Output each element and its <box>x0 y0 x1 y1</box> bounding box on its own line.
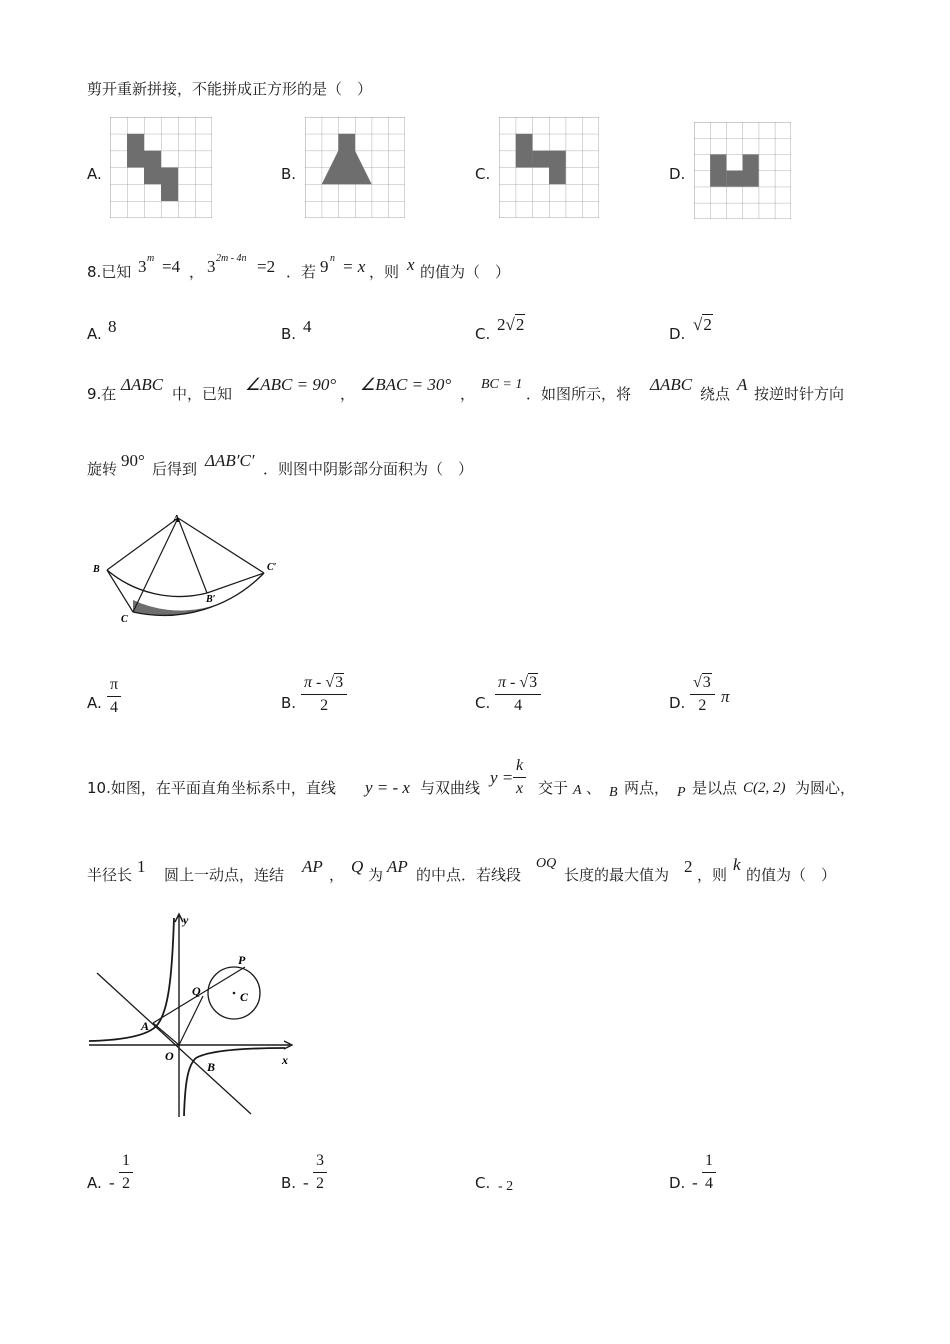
q10-a-sign: - <box>109 1173 115 1192</box>
q8-x-var: x <box>407 255 415 274</box>
q8-option-a-label[interactable]: A. <box>87 325 102 343</box>
q8-option-c-value: 2√2 <box>497 315 525 334</box>
q8-option-a-value: 8 <box>108 317 117 336</box>
q10-b-sign: - <box>303 1173 309 1192</box>
q9-inner-arc <box>107 570 207 596</box>
q8-number: 8.已知 <box>87 263 132 281</box>
q9-anticlock: 按逆时针方向 <box>754 385 845 403</box>
q7-option-a-label[interactable]: A. <box>87 165 102 183</box>
q8-term2-base: 3 <box>207 257 216 276</box>
q9-option-d-value <box>690 674 715 714</box>
q9-sep1: ， <box>340 385 356 403</box>
q9-tri: ΔABC <box>121 375 164 394</box>
q7-option-a-figure <box>110 117 212 218</box>
q9-label-a: A <box>173 514 180 525</box>
q8-option-d-label[interactable]: D. <box>669 325 686 343</box>
q9-d-pi: π <box>721 687 730 706</box>
q10-option-d-label[interactable]: D. <box>669 1174 686 1192</box>
q10-d-den: 4 <box>705 1174 713 1192</box>
q10-q-pt: Q <box>351 857 364 876</box>
q10-wei: 为 <box>368 866 384 884</box>
q10-b-den: 2 <box>316 1174 324 1192</box>
q10-label-a: A <box>141 1019 150 1033</box>
q10-ze: ，则 <box>697 866 728 884</box>
q10-b-num: 3 <box>313 1152 327 1173</box>
q10-label-q: Q <box>192 984 201 998</box>
q10-jiaoyu: 交于 <box>538 779 569 797</box>
q9-line2-tail: ．则图中阴影部分面积为（ ） <box>263 460 474 478</box>
q8-term1-exp: m <box>147 253 155 264</box>
q9-bc: BC = 1 <box>481 377 523 392</box>
q8-term2-rest: =2 <box>257 257 276 276</box>
q10-label-o: O <box>165 1049 174 1063</box>
q10-figure <box>85 910 300 1120</box>
q9-b-num: π - √3 <box>301 674 347 695</box>
q8-term1-base: 3 <box>138 257 147 276</box>
q8-c-coef: 2 <box>497 315 506 334</box>
q7-option-c-figure <box>499 117 599 218</box>
q10-weiyuanxin: 为圆心， <box>795 779 856 797</box>
q9-point-a: A <box>737 375 748 394</box>
q10-option-b-label[interactable]: B. <box>281 1174 297 1192</box>
q9-option-b-label[interactable]: B. <box>281 694 297 712</box>
q9-option-a-label[interactable]: A. <box>87 694 102 712</box>
q9-lines <box>107 518 264 612</box>
q10-oq: OQ <box>536 856 557 871</box>
q10-hyp-frac <box>513 757 526 797</box>
q10-hyp-num: k <box>513 757 526 778</box>
q8-option-b-label[interactable]: B. <box>281 325 297 343</box>
q10-hyp-lhs: y = <box>490 768 514 787</box>
q10-hyperbola-branch-left <box>89 918 174 1041</box>
q9-b-radicand: 3 <box>335 674 344 691</box>
q10-option-d-value <box>702 1152 716 1192</box>
q7-option-d-figure <box>694 122 791 219</box>
q10-option-b-value <box>313 1152 327 1192</box>
q9-option-b-value <box>301 674 347 714</box>
q10-label-c: C <box>240 990 249 1004</box>
q9-rao: 绕点 <box>700 385 731 403</box>
q9-label-b: B <box>93 564 100 575</box>
q9-d-den: 2 <box>698 696 707 714</box>
q10-yuanshang: 圆上一动点，连结 <box>164 866 285 884</box>
q10-option-c-value: - 2 <box>498 1179 514 1194</box>
q9-label-c: C <box>121 614 128 625</box>
q8-ze: ，则 <box>369 263 400 281</box>
q10-r-val: 1 <box>137 857 146 876</box>
q8-term3-base: 9 <box>320 257 329 276</box>
q10-tail: 的值为（ ） <box>746 866 837 884</box>
q8-term3-exp: n <box>330 253 335 264</box>
q10-yu: 与双曲线 <box>420 779 481 797</box>
q10-zhongdian: 的中点．若线段 <box>416 866 522 884</box>
q8-option-c-label[interactable]: C. <box>475 325 491 343</box>
q9-line1-tail: ．如图所示，将 <box>526 385 632 403</box>
q8-ruo: ．若 <box>286 263 317 281</box>
q8-option-d-value: √2 <box>693 315 712 334</box>
q9-number: 9.在 <box>87 385 117 403</box>
q8-d-radicand: 2 <box>703 315 712 334</box>
q9-d-num: √3 <box>690 674 715 695</box>
q7-option-b-label[interactable]: B. <box>281 165 297 183</box>
q9-label-cp: C′ <box>267 562 277 573</box>
q9-d-radicand: 3 <box>702 674 711 691</box>
q10-hyp-den: x <box>516 779 524 797</box>
q10-ap2: AP <box>387 857 408 876</box>
q10-option-a-value <box>119 1152 133 1192</box>
q10-pt-a: A <box>573 783 582 798</box>
q10-line-eq: y = - x <box>365 778 410 797</box>
q9-c-num-text: π - <box>498 674 516 691</box>
q10-center: C(2, 2) <box>743 780 786 796</box>
q10-label-b: B <box>207 1060 216 1074</box>
q10-option-c-label[interactable]: C. <box>475 1174 491 1192</box>
q10-label-p: P <box>238 953 246 967</box>
q8-term1-rest: =4 <box>162 257 181 276</box>
q10-pt-p: P <box>677 785 686 800</box>
q10-axes <box>89 914 292 1117</box>
q10-ap1: AP <box>302 857 323 876</box>
q9-option-a-value <box>107 676 121 716</box>
q9-label-bp: B′ <box>206 594 216 605</box>
q9-tri3: ΔAB′C′ <box>205 451 255 470</box>
q8-term2-exp: 2m - 4n <box>216 253 247 264</box>
q9-sep2: ， <box>460 385 476 403</box>
q10-number: 10.如图，在平面直角坐标系中，直线 <box>87 779 336 797</box>
q9-c-den: 4 <box>514 696 523 714</box>
intro-text: 剪开重新拼接，不能拼成正方形的是（ ） <box>87 80 373 98</box>
q9-angle2: ∠BAC = 30° <box>360 375 452 394</box>
q9-rot: 旋转 <box>87 460 118 478</box>
q10-max-val: 2 <box>684 857 693 876</box>
q10-a-num: 1 <box>119 1152 133 1173</box>
q10-label-x: x <box>282 1053 288 1067</box>
q10-changdu: 长度的最大值为 <box>564 866 670 884</box>
q8-c-radicand: 2 <box>515 315 525 334</box>
q7-option-d-label[interactable]: D. <box>669 165 686 183</box>
q9-tri2: ΔABC <box>650 375 693 394</box>
q10-comma: ， <box>329 866 345 884</box>
q10-option-a-label[interactable]: A. <box>87 1174 102 1192</box>
q10-banjing: 半径长 <box>87 866 133 884</box>
q9-a-num: π <box>107 676 121 697</box>
q10-a-den: 2 <box>122 1174 130 1192</box>
q8-option-b-value: 4 <box>303 317 312 336</box>
q9-houde: 后得到 <box>152 460 198 478</box>
q10-segments <box>153 967 245 1045</box>
q10-hyperbola-branch-right <box>184 1048 285 1116</box>
q9-angle1: ∠ABC = 90° <box>245 375 337 394</box>
q10-liangdian: 两点， <box>624 779 670 797</box>
q9-option-d-label[interactable]: D. <box>669 694 686 712</box>
q10-yidian: 是以点 <box>692 779 738 797</box>
q10-d-num: 1 <box>702 1152 716 1173</box>
q9-a-den: 4 <box>110 698 119 716</box>
q10-d-sign: - <box>692 1173 698 1192</box>
q9-c-radicand: 3 <box>529 674 538 691</box>
q9-deg: 90° <box>121 451 145 470</box>
q7-option-c-label[interactable]: C. <box>475 165 491 183</box>
q9-b-num-text: π - <box>304 674 322 691</box>
q8-tail: 的值为（ ） <box>420 263 511 281</box>
q8-term3-rest: = x <box>342 257 366 276</box>
q10-pt-b: B <box>609 785 618 800</box>
q9-b-den: 2 <box>320 696 329 714</box>
q9-option-c-label[interactable]: C. <box>475 694 491 712</box>
q9-option-c-value <box>495 674 541 714</box>
q7-option-b-figure <box>305 117 405 218</box>
q9-zhong: 中，已知 <box>172 385 233 403</box>
q10-k-var: k <box>733 855 741 874</box>
q10-dun: 、 <box>586 779 602 797</box>
q10-line-y-neg-x <box>97 973 251 1114</box>
q8-comma: ， <box>189 263 205 281</box>
q9-figure <box>85 508 295 632</box>
q9-c-num: π - √3 <box>495 674 541 695</box>
q10-center-dot <box>233 992 236 995</box>
q10-label-y: y <box>183 913 189 927</box>
